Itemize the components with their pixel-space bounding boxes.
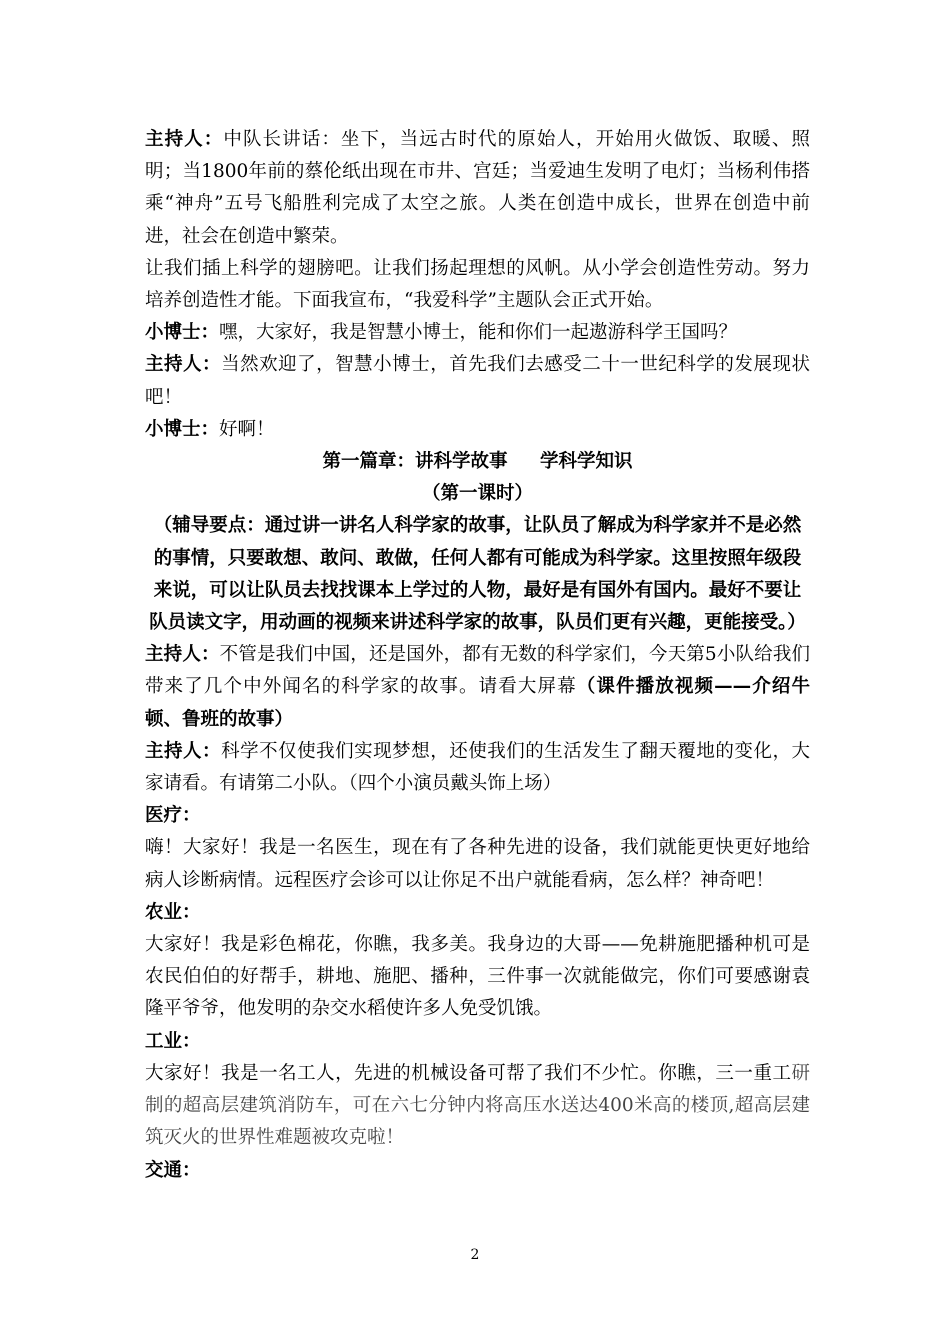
paragraph-text: 不管是我们中国，还是国外，都有无数的科学家们，今天第5小队给我们带来了几个中外闻名的科学家的故事。请看大屏幕 — [145, 644, 810, 698]
paragraph-text: 好啊！ — [219, 418, 275, 440]
video-cue: （课件播放视频——介绍牛顿、鲁班的故事） — [145, 676, 810, 730]
paragraph-host-opening — [145, 124, 810, 253]
paragraph-text: 科学不仅使我们实现梦想，还使我们的生活发生了翻天覆地的变化，大家请看。有请第二小队。（四个小演员戴头饰上场） — [145, 740, 810, 795]
lesson-label: （第一课时） — [421, 483, 533, 505]
chapter-title: 第一篇章：讲科学故事 学科学知识 — [322, 451, 633, 473]
paragraph-text: 中队长讲话：坐下，当远古时代的原始人，开始用火做饭、取暖、照明；当1800年前的蔡伦纸出现在市井、宫廷；当爱迪生发明了电灯；当杨利伟搭乘“神舟”五号飞船胜利完成了太空之旅。人类在创造中成长，世界在创造中前进，社会在创造中繁荣。 — [145, 129, 810, 247]
speaker-label: 主持人： — [145, 129, 224, 150]
section-label-medical: 医疗： — [145, 805, 201, 827]
section-text-industry — [145, 1058, 810, 1155]
page-number: 2 — [470, 1247, 480, 1263]
section-text-medical: 嗨！大家好！我是一名医生，现在有了各种先进的设备，我们就能更快更好地给病人诊断病情。远程医疗会诊可以让你足不出户就能看病，怎么样？神奇吧！ — [145, 837, 810, 891]
paragraph-doctor-greeting — [145, 317, 810, 349]
paragraph-announcement — [145, 253, 810, 317]
section-label-transport: 交通： — [145, 1159, 201, 1181]
paragraph-text: 让我们插上科学的翅膀吧。让我们扬起理想的风帆。从小学会创造性劳动。努力培养创造性才能。下面我宣布，“我爱科学”主题队会正式开始。 — [145, 257, 810, 312]
paragraph-host-intro — [145, 639, 810, 736]
speaker-label: 主持人： — [145, 644, 220, 666]
speaker-label: 主持人： — [145, 354, 222, 376]
speaker-label: 主持人： — [145, 740, 222, 762]
guidance-note: （辅导要点：通过讲一讲名人科学家的故事，让队员了解成为科学家并不是必然的事情，只要敢想、敢问、敢做，任何人都有可能成为科学家。这里按照年级段来说，可以让队员去找找课本上学过的人物，最好是有国外有国内。最好不要让队员读文字，用动画的视频来讲述科学家的故事，队员们更有兴趣，更能接受。） — [149, 515, 806, 634]
speaker-label: 小博士： — [145, 418, 220, 440]
section-label-industry: 工业： — [145, 1030, 201, 1052]
paragraph-text: 当然欢迎了，智慧小博士，首先我们去感受二十一世纪科学的发展现状吧！ — [145, 354, 810, 408]
document-body — [145, 124, 810, 1187]
section-text-industry-b: 研制的超高层建筑消防车，可在六七分钟内将高压水送达400米高的楼顶,超高层建筑灭火的世界性难题被攻克啦！ — [145, 1062, 810, 1149]
paragraph-text: 嘿，大家好，我是智慧小博士，能和你们一起遨游科学王国吗？ — [219, 322, 738, 344]
paragraph-doctor-reply — [145, 414, 810, 446]
section-text-industry-a: 大家好！我是一名工人，先进的机械设备可帮了我们不少忙。你瞧，三一重工 — [145, 1062, 792, 1084]
section-text-agriculture: 大家好！我是彩色棉花，你瞧，我多美。我身边的大哥——免耕施肥播种机可是农民伯伯的好帮手，耕地、施肥、播种，三件事一次就能做完，你们可要感谢袁隆平爷爷，他发明的杂交水稻使许多人免受饥饿。 — [145, 934, 810, 1020]
paragraph-host-welcome — [145, 349, 810, 413]
speaker-label: 小博士： — [145, 322, 220, 344]
section-label-agriculture: 农业： — [145, 901, 201, 923]
paragraph-host-second — [145, 736, 810, 800]
